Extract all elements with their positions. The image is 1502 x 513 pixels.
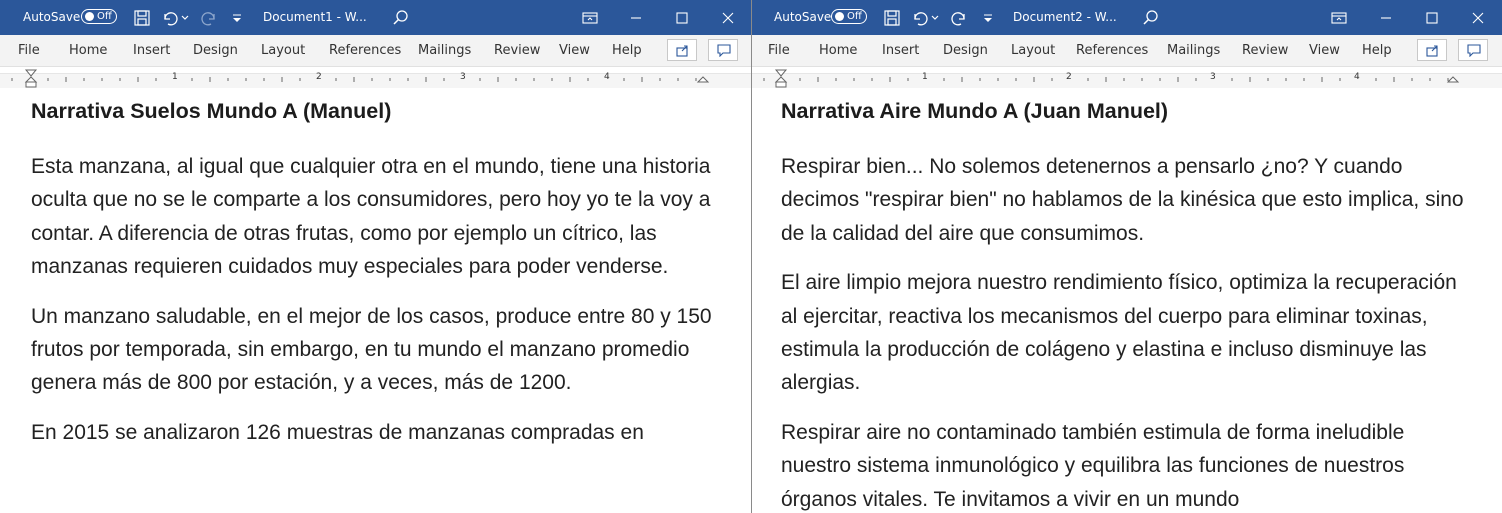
redo-icon[interactable] — [199, 8, 219, 28]
comments-button[interactable] — [708, 39, 738, 61]
paragraph: En 2015 se analizaron 126 muestras de manzanas compradas en — [31, 420, 644, 444]
tab-layout[interactable]: Layout — [261, 43, 306, 58]
tab-mailings[interactable]: Mailings — [1167, 43, 1221, 58]
tab-review[interactable]: Review — [494, 43, 541, 58]
undo-dropdown-icon[interactable] — [930, 8, 940, 28]
ruler-number: 4 — [604, 72, 610, 82]
toggle-knob — [85, 12, 94, 21]
ribbon-display-options-icon[interactable] — [580, 8, 600, 28]
tab-home[interactable]: Home — [69, 43, 108, 58]
close-icon[interactable] — [1468, 8, 1488, 28]
redo-icon[interactable] — [949, 8, 969, 28]
share-icon — [1425, 43, 1441, 57]
tab-references[interactable]: References — [1076, 43, 1149, 58]
title-bar — [752, 0, 1502, 35]
maximize-icon[interactable] — [1422, 8, 1442, 28]
ruler-number: 1 — [172, 72, 178, 82]
title-bar — [0, 0, 751, 35]
document-heading: Narrativa Suelos Mundo A (Manuel) — [31, 99, 392, 123]
document-title: Document1 - W... — [263, 10, 367, 24]
horizontal-ruler[interactable] — [0, 67, 751, 89]
share-button[interactable] — [667, 39, 697, 61]
tab-help[interactable]: Help — [1362, 43, 1392, 58]
ruler-number: 3 — [1210, 72, 1216, 82]
document-title: Document2 - W... — [1013, 10, 1117, 24]
share-icon — [675, 43, 691, 57]
search-icon[interactable] — [391, 8, 411, 28]
tab-mailings[interactable]: Mailings — [418, 43, 472, 58]
horizontal-ruler[interactable] — [752, 67, 1502, 89]
ruler-ticks — [0, 67, 751, 89]
tab-file[interactable]: File — [18, 43, 40, 58]
paragraph: Respirar aire no contaminado también estimula de forma ineludible nuestro sistema inmunológico y equilibra las funciones de nuestros órganos vitales. Te invitamos a vivir en un mundo — [781, 420, 1405, 511]
tab-design[interactable]: Design — [943, 43, 988, 58]
comments-button[interactable] — [1458, 39, 1488, 61]
search-icon[interactable] — [1141, 8, 1161, 28]
share-button[interactable] — [1417, 39, 1447, 61]
save-icon[interactable] — [882, 8, 902, 28]
comment-icon — [716, 43, 732, 57]
save-icon[interactable] — [132, 8, 152, 28]
undo-icon[interactable] — [910, 8, 930, 28]
autosave-state: Off — [97, 11, 112, 22]
minimize-icon[interactable] — [626, 8, 646, 28]
paragraph: Respirar bien... No solemos detenernos a pensarlo ¿no? Y cuando decimos "respirar bien" no hablamos de la kinésica que esto implica, sino de la calidad del aire que consumimos. — [781, 155, 1464, 245]
ruler-number: 1 — [922, 72, 928, 82]
paragraph: Esta manzana, al igual que cualquier otra en el mundo, tiene una historia oculta que no se le comparte a los consumidores, pero hoy yo te la voy a contar. A diferencia de otras frutas, como por ejemplo un cítrico, las manzanas requieren cuidados muy especiales para poder venderse. — [31, 155, 711, 279]
ribbon-display-options-icon[interactable] — [1329, 8, 1349, 28]
autosave-toggle[interactable] — [831, 9, 867, 24]
tab-view[interactable]: View — [1309, 43, 1340, 58]
ribbon-tabs — [752, 35, 1502, 67]
autosave-toggle[interactable] — [81, 9, 117, 24]
ruler-number: 2 — [1066, 72, 1072, 82]
tab-layout[interactable]: Layout — [1011, 43, 1056, 58]
tab-home[interactable]: Home — [819, 43, 858, 58]
customize-qat-icon[interactable] — [230, 8, 244, 28]
minimize-icon[interactable] — [1376, 8, 1396, 28]
tab-design[interactable]: Design — [193, 43, 238, 58]
tab-insert[interactable]: Insert — [133, 43, 171, 58]
paragraph: Un manzano saludable, en el mejor de los casos, produce entre 80 y 150 frutos por temporada, sin embargo, en tu mundo el manzano promedio genera más de 800 por estación, y a veces, más de 1200. — [31, 304, 712, 395]
undo-icon[interactable] — [160, 8, 180, 28]
ruler-ticks — [752, 67, 1502, 89]
tab-review[interactable]: Review — [1242, 43, 1289, 58]
close-icon[interactable] — [718, 8, 738, 28]
ribbon-tabs — [0, 35, 751, 67]
autosave-label: AutoSave — [774, 10, 832, 24]
document-body[interactable] — [781, 96, 1471, 513]
tab-insert[interactable]: Insert — [882, 43, 920, 58]
autosave-state: Off — [847, 11, 862, 22]
ruler-number: 2 — [316, 72, 322, 82]
tab-references[interactable]: References — [329, 43, 402, 58]
autosave-label: AutoSave — [23, 10, 81, 24]
tab-help[interactable]: Help — [612, 43, 642, 58]
ruler-number: 3 — [460, 72, 466, 82]
document-heading: Narrativa Aire Mundo A (Juan Manuel) — [781, 99, 1169, 123]
tab-file[interactable]: File — [768, 43, 790, 58]
document-body[interactable] — [31, 96, 721, 465]
tab-view[interactable]: View — [559, 43, 590, 58]
undo-dropdown-icon[interactable] — [180, 8, 190, 28]
maximize-icon[interactable] — [672, 8, 692, 28]
comment-icon — [1466, 43, 1482, 57]
customize-qat-icon[interactable] — [981, 8, 995, 28]
word-window-2 — [752, 0, 1502, 513]
ruler-number: 4 — [1354, 72, 1360, 82]
toggle-knob — [835, 12, 844, 21]
paragraph: El aire limpio mejora nuestro rendimiento físico, optimiza la recuperación al ejercitar, reactiva los mecanismos del cuerpo para eliminar toxinas, estimula la producción de colágeno y elastina e incluso disminuye las alergias. — [781, 271, 1457, 395]
